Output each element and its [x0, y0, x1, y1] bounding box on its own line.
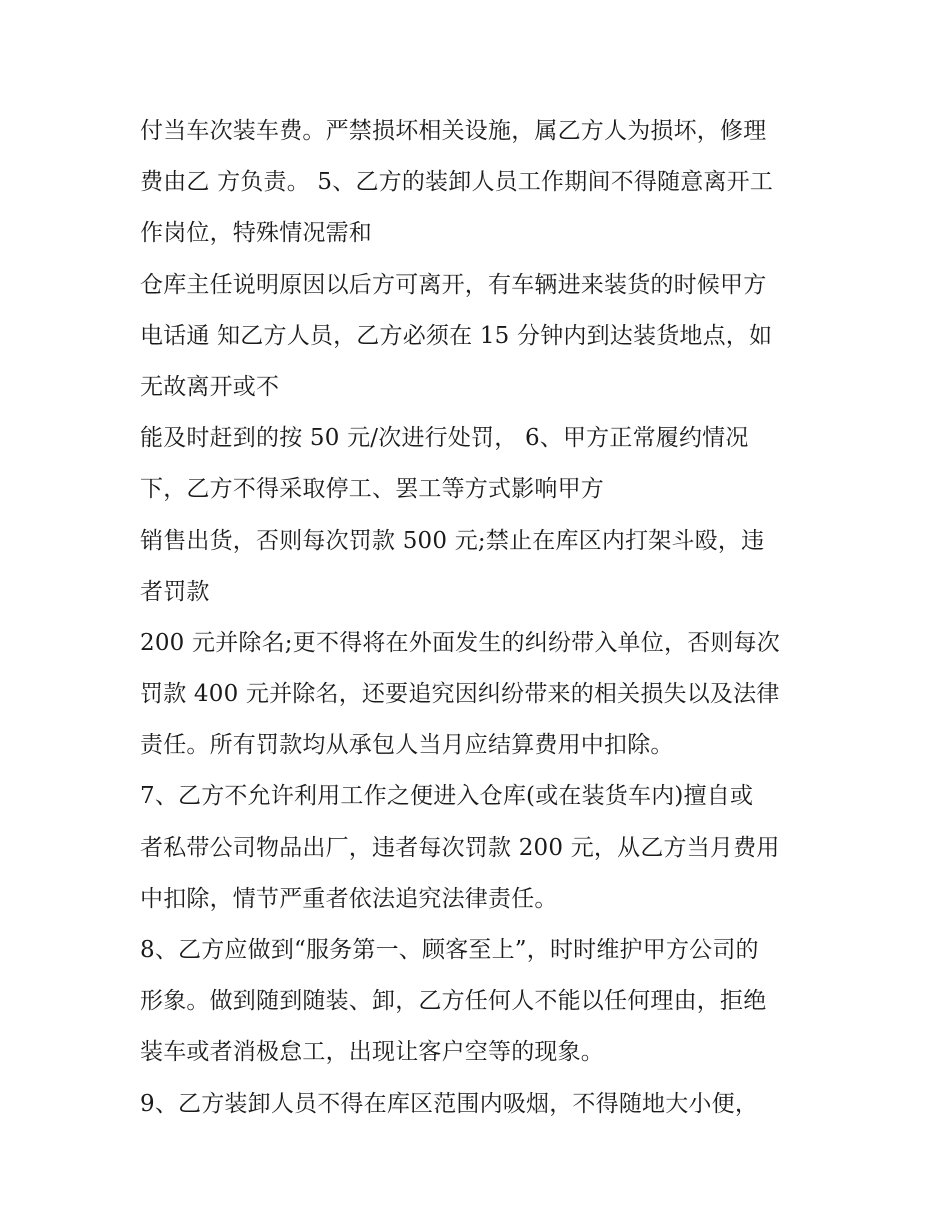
- text-line: 作岗位，特殊情况需和: [140, 220, 372, 247]
- text-line: 形象。做到随到随装、卸，乙方任何人不能以任何理由，拒绝: [140, 988, 767, 1015]
- text-line: 能及时赶到的按 50 元/次进行处罚， 6、甲方正常履约情况: [140, 425, 749, 452]
- text-line: 电话通 知乙方人员，乙方必须在 15 分钟内到达装货地点，如: [140, 322, 773, 349]
- text-line: 下，乙方不得采取停工、罢工等方式影响甲方: [140, 476, 604, 503]
- text-line: 200 元并除名;更不得将在外面发生的纠纷带入单位，否则每次: [140, 629, 780, 656]
- text-line: 仓库主任说明原因以后方可离开，有车辆进来装货的时候甲方: [140, 271, 767, 298]
- text-line: 无故离开或不: [140, 373, 280, 400]
- text-line: 中扣除，情节严重者依法追究法律责任。: [140, 885, 558, 912]
- text-line: 9、乙方装卸人员不得在库区范围内吸烟，不得随地大小便，: [140, 1090, 759, 1117]
- text-line: 者罚款: [140, 578, 210, 605]
- text-line: 费由乙 方负责。 5、乙方的装卸人员工作期间不得随意离开工: [140, 169, 774, 196]
- text-line: 者私带公司物品出厂，违者每次罚款 200 元，从乙方当月费用: [140, 834, 780, 861]
- text-line: 付当车次装车费。严禁损坏相关设施，属乙方人为损坏，修理: [140, 118, 767, 144]
- document-body-text: [140, 106, 830, 1130]
- text-line: 销售出货，否则每次罚款 500 元;禁止在库区内打架斗殴，违: [140, 527, 765, 554]
- text-line: 罚款 400 元并除名，还要追究因纠纷带来的相关损失以及法律: [140, 681, 780, 708]
- text-line: 责任。所有罚款均从承包人当月应结算费用中扣除。: [140, 732, 674, 759]
- text-line: 7、乙方不允许利用工作之便进入仓库(或在装货车内)擅自或: [140, 783, 754, 810]
- text-line: 8、乙方应做到“服务第一、顾客至上”，时时维护甲方公司的: [140, 937, 759, 963]
- text-line: 装车或者消极怠工，出现让客户空等的现象。: [140, 1039, 604, 1066]
